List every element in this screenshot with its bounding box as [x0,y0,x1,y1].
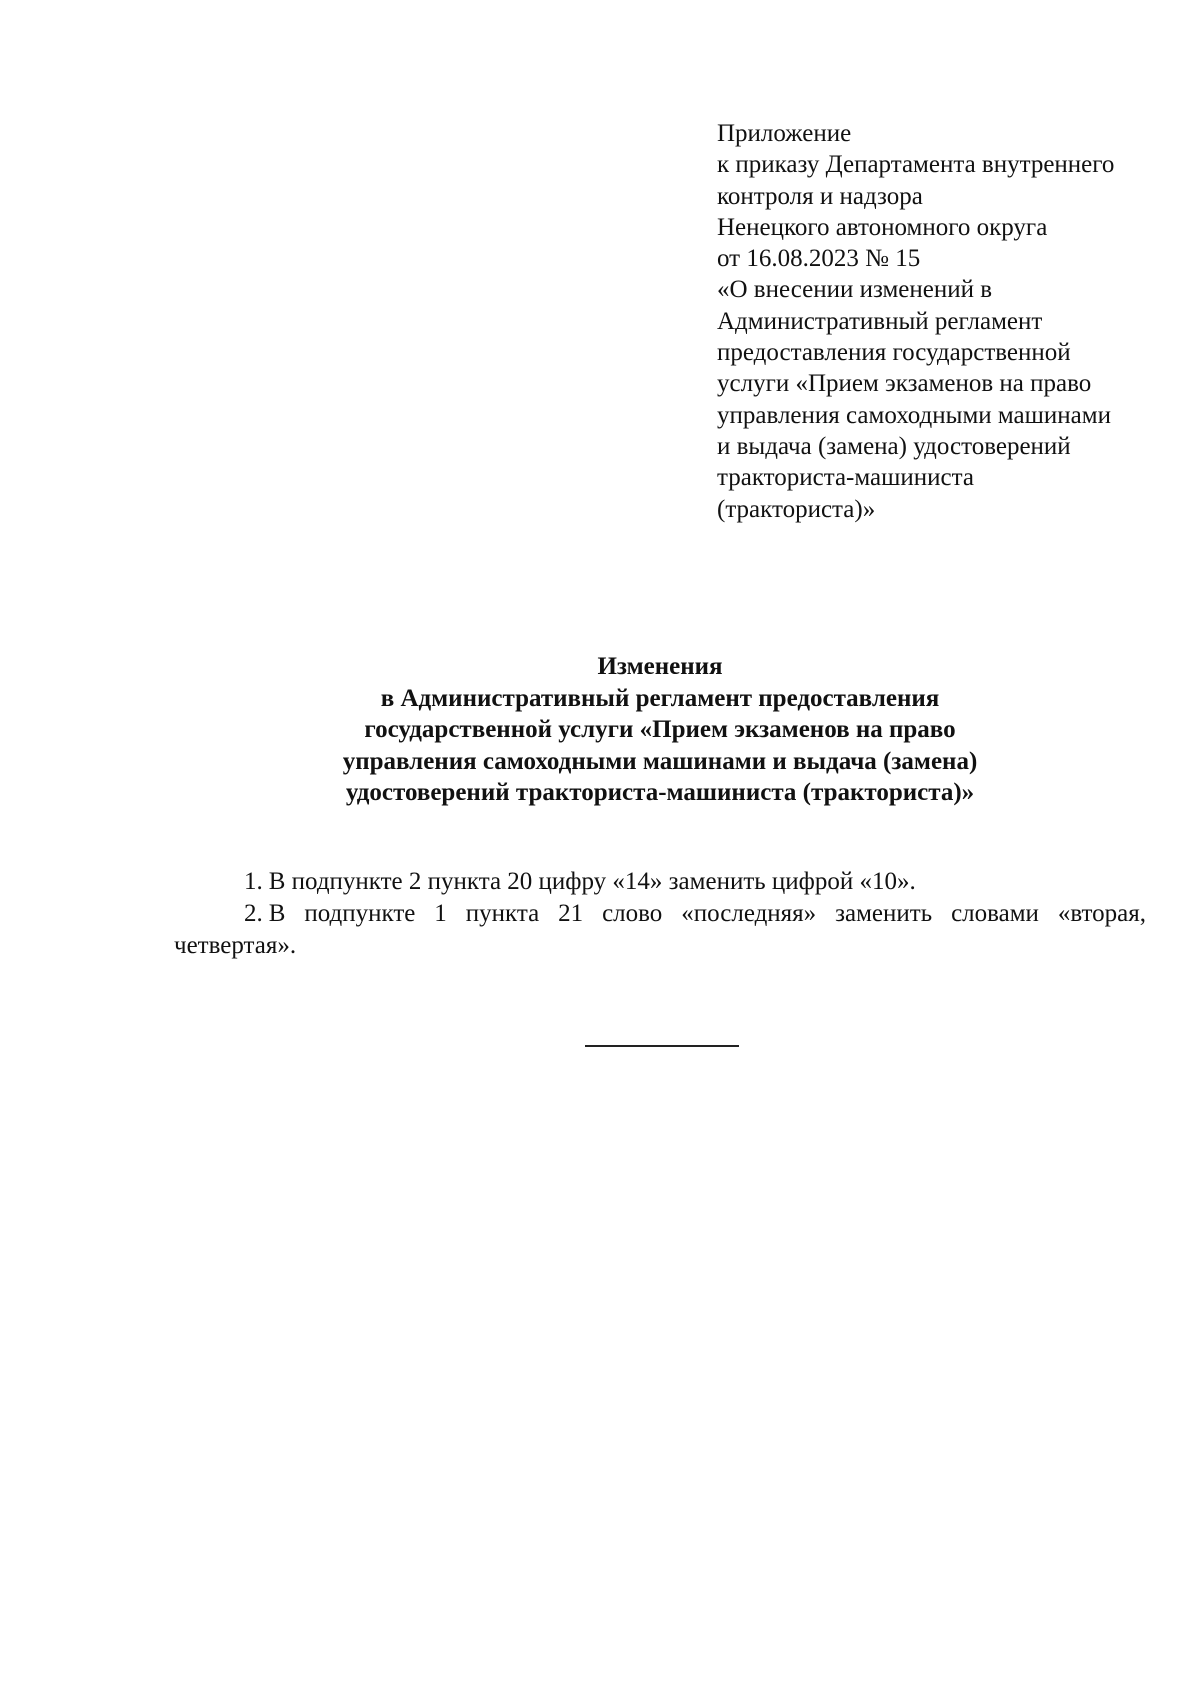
amendment-text: В подпункте 1 пункта 21 слово «последняя» заменить словами «вторая, четвертая». [174,900,1146,959]
appendix-line: (тракториста)» [717,495,876,523]
appendix-line: от 16.08.2023 № 15 [717,245,921,273]
amendments-list [174,866,1146,962]
title-line: управления самоходными машинами и выдача (замена) [342,747,978,775]
appendix-line: управления самоходными машинами [717,401,1111,429]
appendix-line: к приказу Департамента внутреннего [717,151,1115,179]
appendix-header [717,118,1157,525]
amendment-item [174,866,1146,898]
title-line: в Административный регламент предоставления [380,684,940,712]
appendix-line: и выдача (замена) удостоверений [717,432,1071,460]
appendix-line: Административный регламент [717,307,1043,335]
amendment-number: 2. [244,900,263,927]
amendment-item [174,898,1146,962]
amendment-number: 1. [244,868,263,895]
title-line: государственной услуги «Прием экзаменов на право [364,716,956,743]
document-title [160,651,1160,809]
title-line: Изменения [597,653,723,680]
appendix-line: Ненецкого автономного округа [717,213,1048,241]
appendix-line: предоставления государственной [717,339,1071,367]
appendix-line: «О внесении изменений в [717,276,993,304]
appendix-line: контроля и надзора [717,182,923,210]
appendix-line: услуги «Прием экзаменов на право [717,370,1092,398]
appendix-line: Приложение [717,120,852,147]
appendix-line: тракториста-машиниста [717,464,974,492]
amendment-text: В подпункте 2 пункта 20 цифру «14» заменить цифрой «10». [268,868,916,895]
title-line: удостоверений тракториста-машиниста (тракториста)» [345,779,975,806]
closing-divider [585,1045,739,1047]
